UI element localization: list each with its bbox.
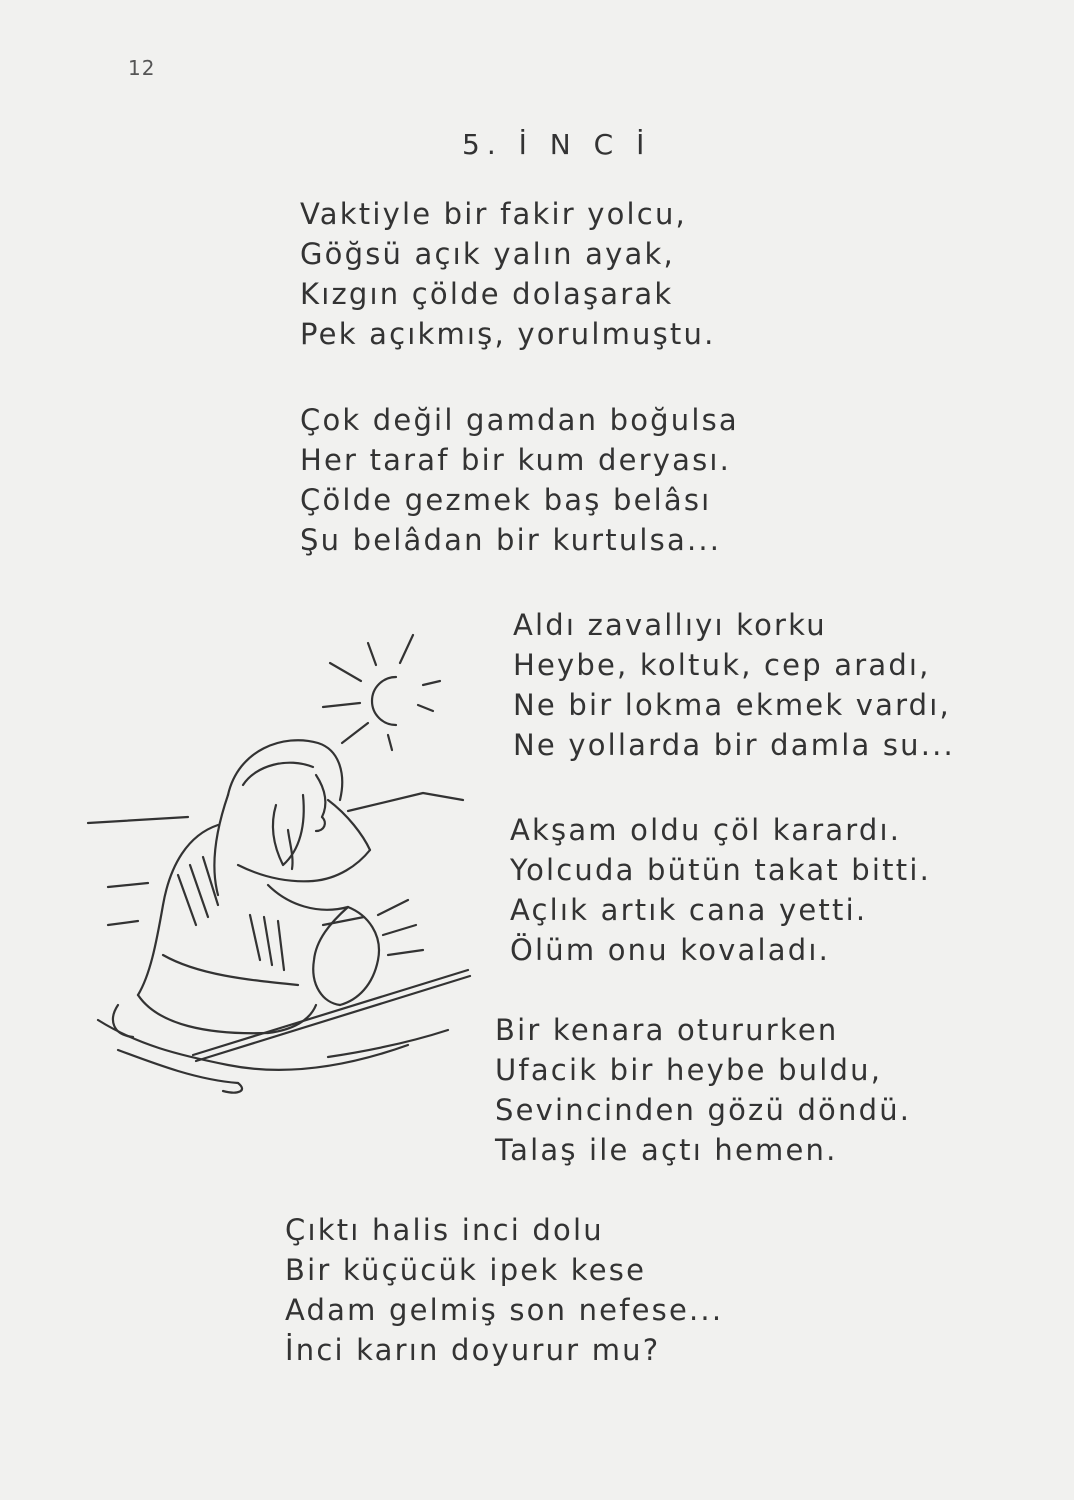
verse-line: Açlık artık cana yetti. xyxy=(510,893,868,927)
verse-line: Bir küçücük ipek kese xyxy=(285,1253,647,1287)
verse-line: Talaş ile açtı hemen. xyxy=(495,1133,838,1167)
poem-title: 5. İ N C İ xyxy=(462,128,652,161)
verse-line: Aldı zavallıyı korku xyxy=(513,608,827,642)
verse-line: Çölde gezmek baş belâsı xyxy=(300,483,712,517)
verse-line: Şu belâdan bir kurtulsa... xyxy=(300,523,722,557)
verse-line: Her taraf bir kum deryası. xyxy=(300,443,732,477)
verse-line: Yolcuda bütün takat bitti. xyxy=(510,853,931,887)
illustration xyxy=(78,625,478,1095)
verse-line: Bir kenara otururken xyxy=(495,1013,839,1047)
verse-line: Ufacik bir heybe buldu, xyxy=(495,1053,883,1087)
stanza-5 xyxy=(495,1010,911,1170)
verse-line: Kızgın çölde dolaşarak xyxy=(300,277,674,311)
verse-line: Sevincinden gözü döndü. xyxy=(495,1093,912,1127)
verse-line: Çıktı halis inci dolu xyxy=(285,1213,604,1247)
verse-line: Akşam oldu çöl karardı. xyxy=(510,813,902,847)
stanza-2 xyxy=(300,400,739,560)
stanza-4 xyxy=(510,810,931,970)
verse-line: Pek açıkmış, yorulmuştu. xyxy=(300,317,716,351)
verse-line: İnci karın doyurur mu? xyxy=(285,1333,661,1367)
page-number: 12 xyxy=(128,56,156,80)
stanza-6 xyxy=(285,1210,723,1370)
stanza-1 xyxy=(300,194,716,354)
verse-line: Göğsü açık yalın ayak, xyxy=(300,237,675,271)
sun-icon xyxy=(323,635,440,750)
verse-line: Ne yollarda bir damla su... xyxy=(513,728,955,762)
verse-line: Ölüm onu kovaladı. xyxy=(510,933,830,967)
verse-line: Ne bir lokma ekmek vardı, xyxy=(513,688,951,722)
verse-line: Çok değil gamdan boğulsa xyxy=(300,403,739,437)
traveler-kneeling-with-bag-icon xyxy=(78,625,478,1095)
stanza-3 xyxy=(513,605,955,765)
verse-line: Vaktiyle bir fakir yolcu, xyxy=(300,197,687,231)
verse-line: Heybe, koltuk, cep aradı, xyxy=(513,648,931,682)
verse-line: Adam gelmiş son nefese... xyxy=(285,1293,724,1327)
